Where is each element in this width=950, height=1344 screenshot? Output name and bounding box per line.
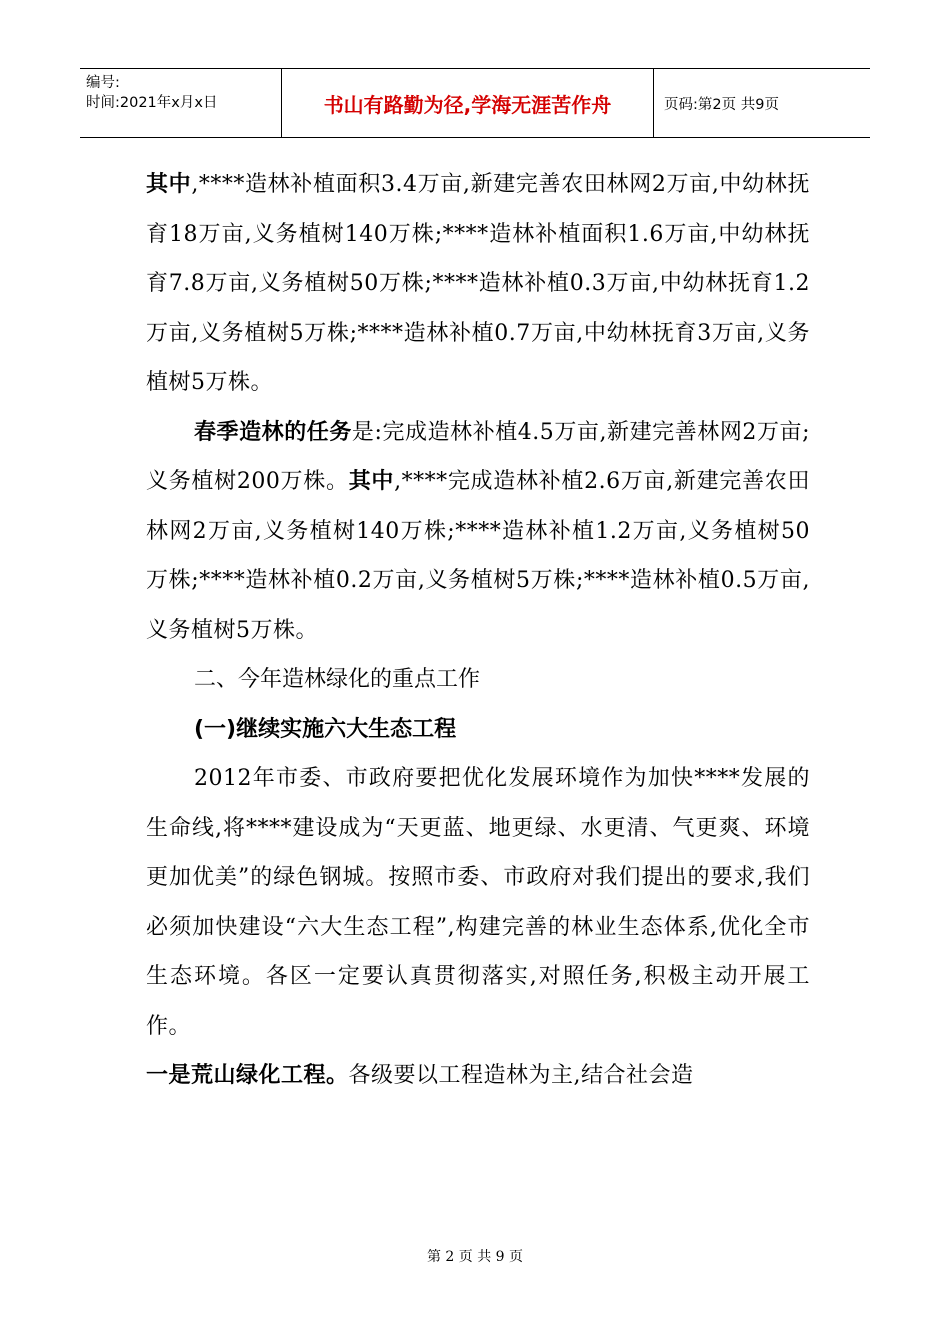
date-label: 时间:2021年x月x日 [86, 95, 218, 111]
paragraph-4 [146, 1051, 810, 1101]
paragraph-text: 2012年市委、市政府要把优化发展环境作为加快****发展的生命线,将****建设成为“天更蓝、地更绿、水更清、气更爽、环境更加优美”的绿色钢城。按照市委、市政府对我们提出的要求,我们必须加快建设“六大生态工程”,构建完善的林业生态体系,优化全市生态环境。各区一定要认真贯彻落实,对照任务,积极主动开展工作。 [146, 766, 810, 1039]
paragraph-text: ,****造林补植面积3.4万亩,新建完善农田林网2万亩,中幼林抚育18万亩,义务植树140万株;****造林补植面积1.6万亩,中幼林抚育7.8万亩,义务植树50万株;****造林补植0.3万亩,中幼林抚育1.2万亩,义务植树5万株;****造林补植0.7万亩,中幼林抚育3万亩,义务植树5万株。 [146, 172, 810, 395]
paragraph-3 [146, 754, 810, 1051]
document-body [146, 160, 810, 1101]
page-header [80, 68, 870, 138]
number-label: 编号: [86, 75, 120, 91]
subsection-heading: (一)继续实施六大生态工程 [194, 716, 457, 742]
paragraph-2 [146, 408, 810, 656]
bold-lead: 其中 [146, 172, 192, 197]
header-meta [80, 69, 282, 137]
header-page-info: 页码:第2页 共9页 [664, 96, 779, 113]
paragraph-text: ,****完成造林补植2.6万亩,新建完善农田林网2万亩,义务植树140万株;****造林补植1.2万亩,义务植树50万株;****造林补植0.2万亩,义务植树5万株;****造林补植0.5万亩,义务植树5万株。 [146, 469, 810, 643]
paragraph-1 [146, 160, 810, 408]
paragraph-text: 是:完成造林补植4.5万亩,新建完善林网2万亩;义务植树200万株。 [146, 419, 810, 494]
page-footer: 第 2 页 共 9 页 [426, 1249, 524, 1265]
bold-lead: 其中 [348, 469, 395, 494]
bold-lead: 春季造林的任务 [194, 419, 352, 445]
header-motto: 书山有路勤为径,学海无涯苦作舟 [282, 69, 654, 137]
section-heading: 二、今年造林绿化的重点工作 [194, 667, 481, 692]
bold-lead: 一是荒山绿化工程。 [146, 1063, 349, 1088]
paragraph-text: 各级要以工程造林为主,结合社会造 [348, 1063, 694, 1088]
